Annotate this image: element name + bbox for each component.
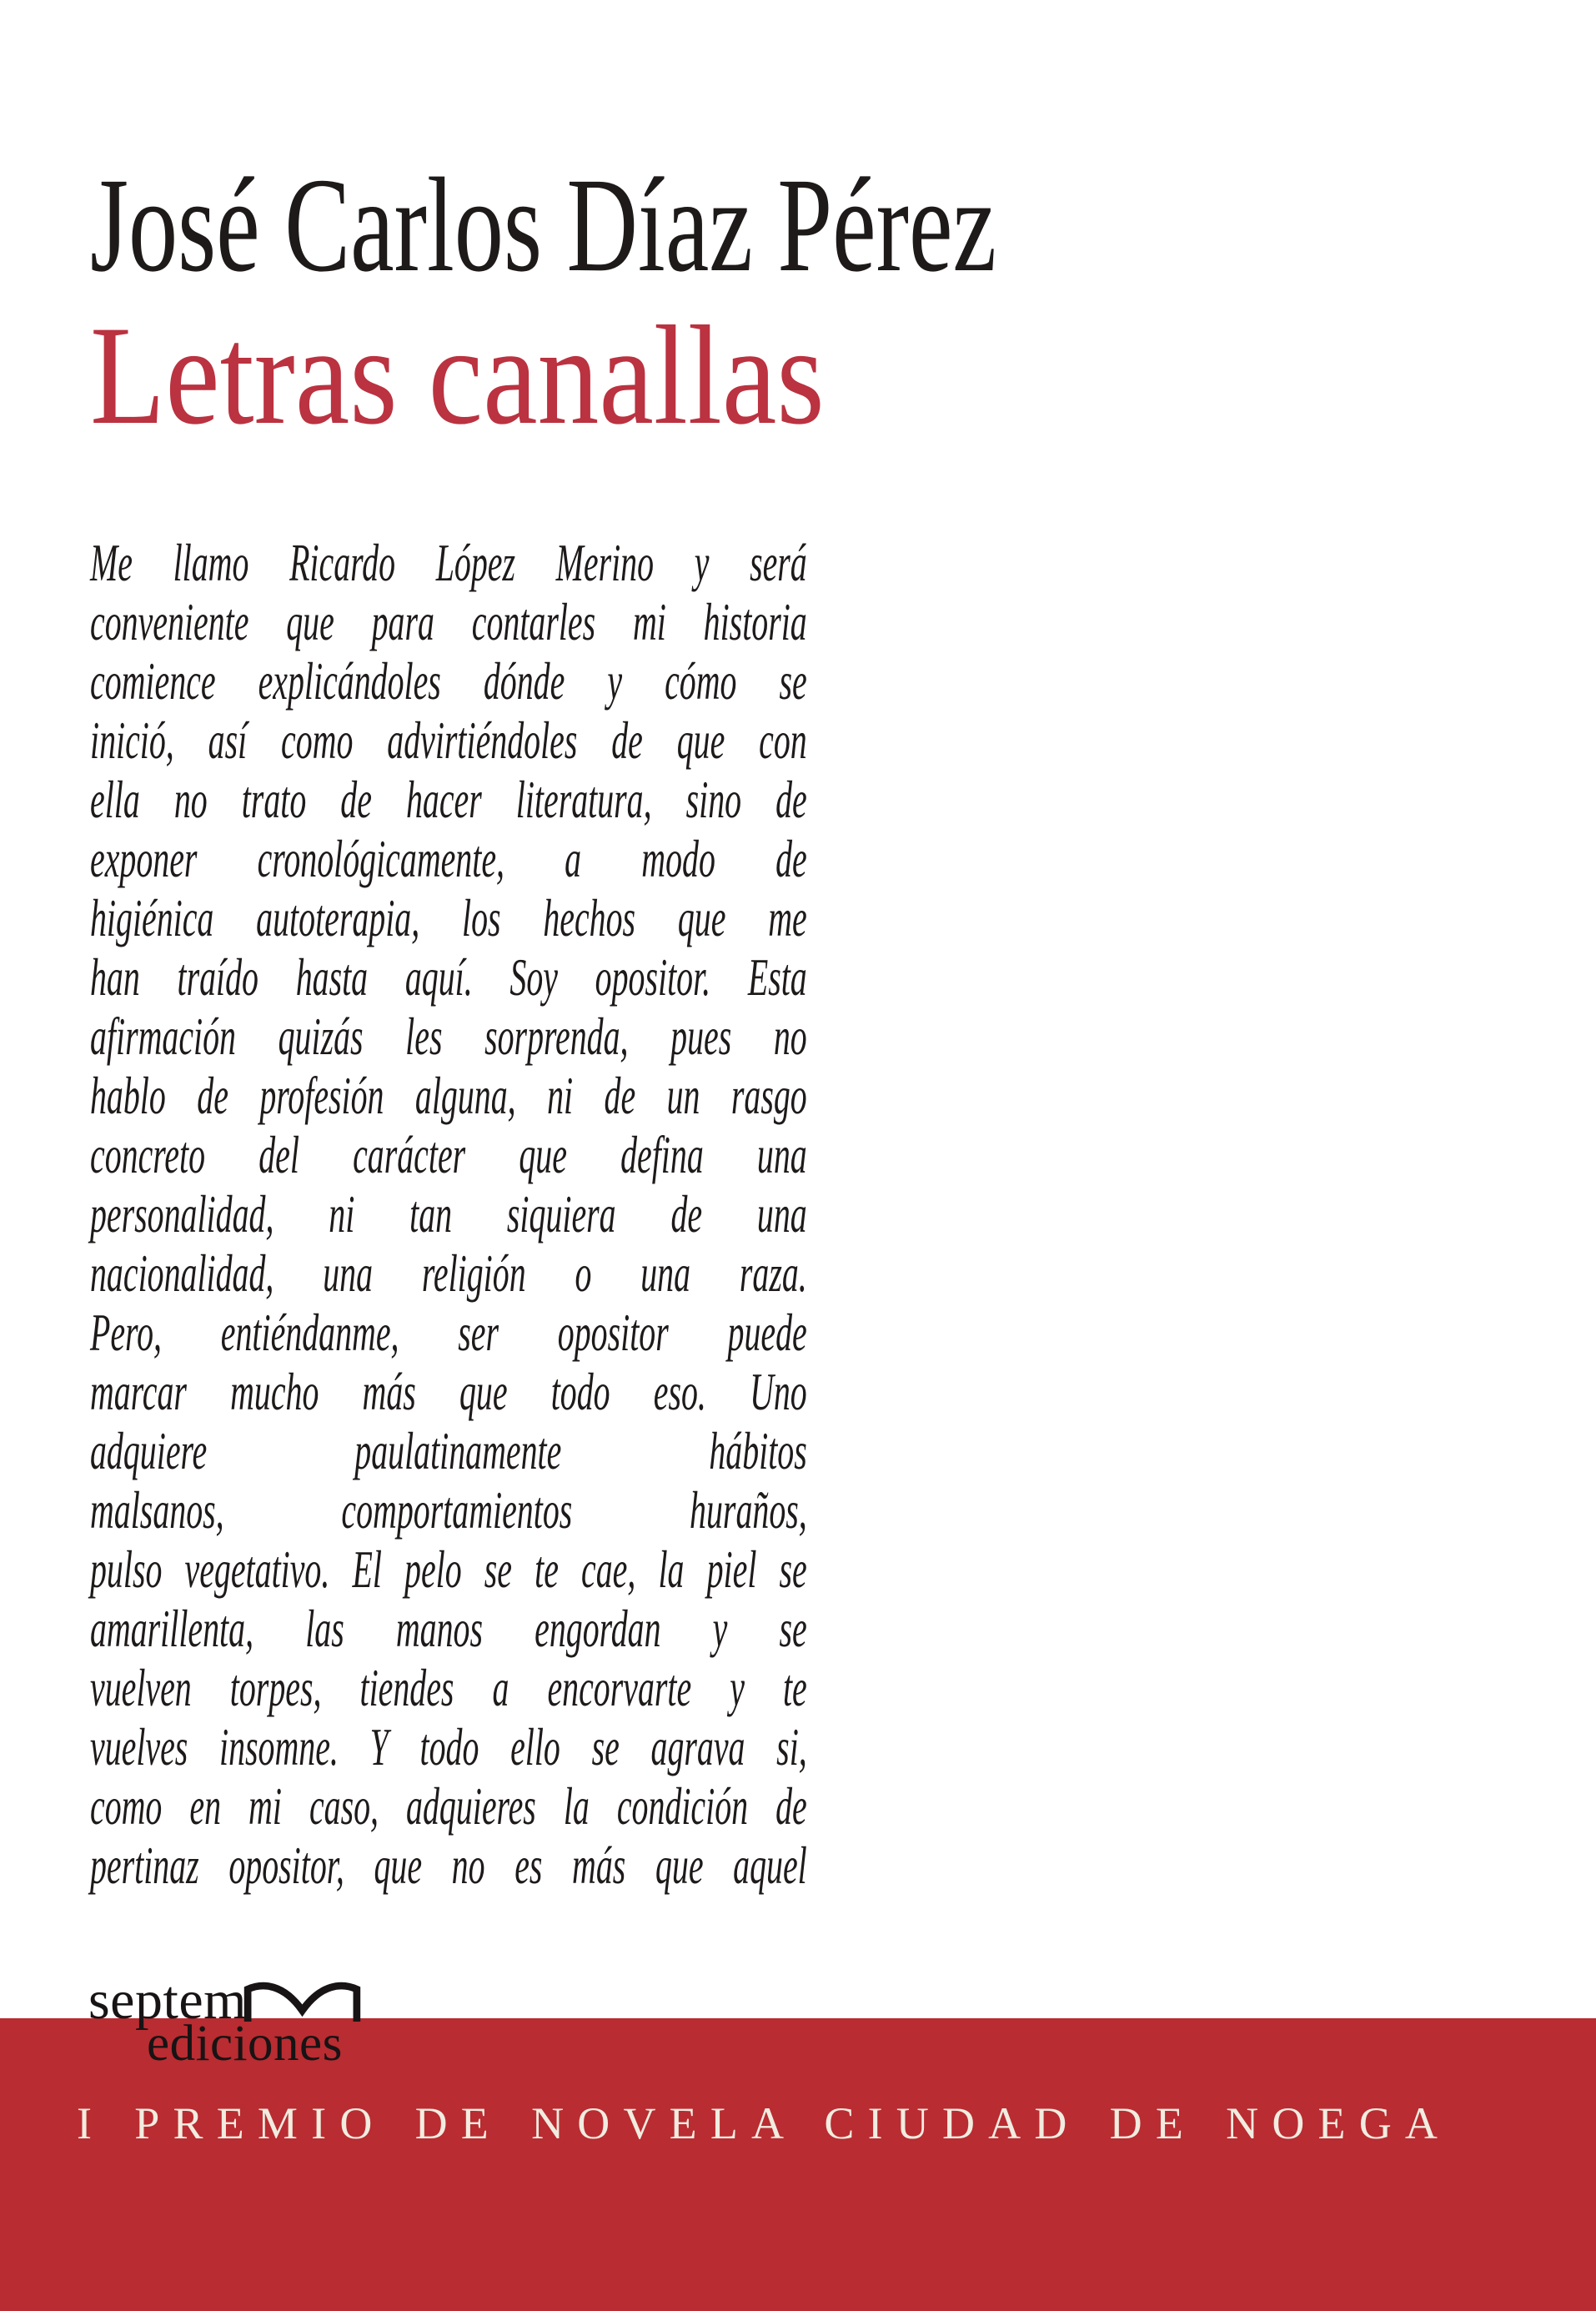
publisher-name-top: septem [88, 1970, 247, 2031]
excerpt-line: han traído hasta aquí. Soy opositor. Esta [90, 947, 807, 1007]
excerpt-line: personalidad, ni tan siquiera de una [90, 1184, 807, 1243]
excerpt-line: vuelves insomne. Y todo ello se agrava si, [90, 1717, 807, 1776]
excerpt-line: como en mi caso, adquieres la condición de [90, 1776, 807, 1836]
excerpt-line: ella no trato de hacer literatura, sino de [90, 770, 807, 829]
publisher-name-bottom: ediciones [147, 2016, 343, 2072]
award-band-text: I PREMIO DE NOVELA CIUDAD DE NOEGA [77, 2098, 1452, 2148]
excerpt-line: higiénica autoterapia, los hechos que me [90, 888, 807, 947]
excerpt-line: vuelven torpes, tiendes a encorvarte y te [90, 1658, 807, 1717]
excerpt [90, 533, 807, 1895]
excerpt-line: pulso vegetativo. El pelo se te cae, la piel se [90, 1540, 807, 1599]
excerpt-line: marcar mucho más que todo eso. Uno [90, 1362, 807, 1421]
excerpt-line: nacionalidad, una religión o una raza. [90, 1243, 807, 1303]
excerpt-line: Me llamo Ricardo López Merino y será [90, 533, 807, 592]
excerpt-line: exponer cronológicamente, a modo de [90, 829, 807, 888]
excerpt-line: inició, así como advirtiéndoles de que con [90, 711, 807, 770]
excerpt-line: malsanos, comportamientos huraños, [90, 1480, 807, 1540]
excerpt-line: adquiere paulatinamente hábitos [90, 1421, 807, 1480]
excerpt-line: hablo de profesión alguna, ni de un rasgo [90, 1066, 807, 1125]
excerpt-line: concreto del carácter que defina una [90, 1125, 807, 1184]
excerpt-line: conveniente que para contarles mi historia [90, 592, 807, 651]
excerpt-line: amarillenta, las manos engordan y se [90, 1599, 807, 1658]
book-title: Letras canallas [90, 297, 825, 454]
excerpt-line: afirmación quizás les sorprenda, pues no [90, 1007, 807, 1066]
excerpt-line: comience explicándoles dónde y cómo se [90, 651, 807, 711]
author-name: José Carlos Díaz Pérez [90, 151, 996, 300]
excerpt-line: Pero, entiéndanme, ser opositor puede [90, 1303, 807, 1362]
excerpt-line: pertinaz opositor, que no es más que aquel [90, 1836, 807, 1895]
